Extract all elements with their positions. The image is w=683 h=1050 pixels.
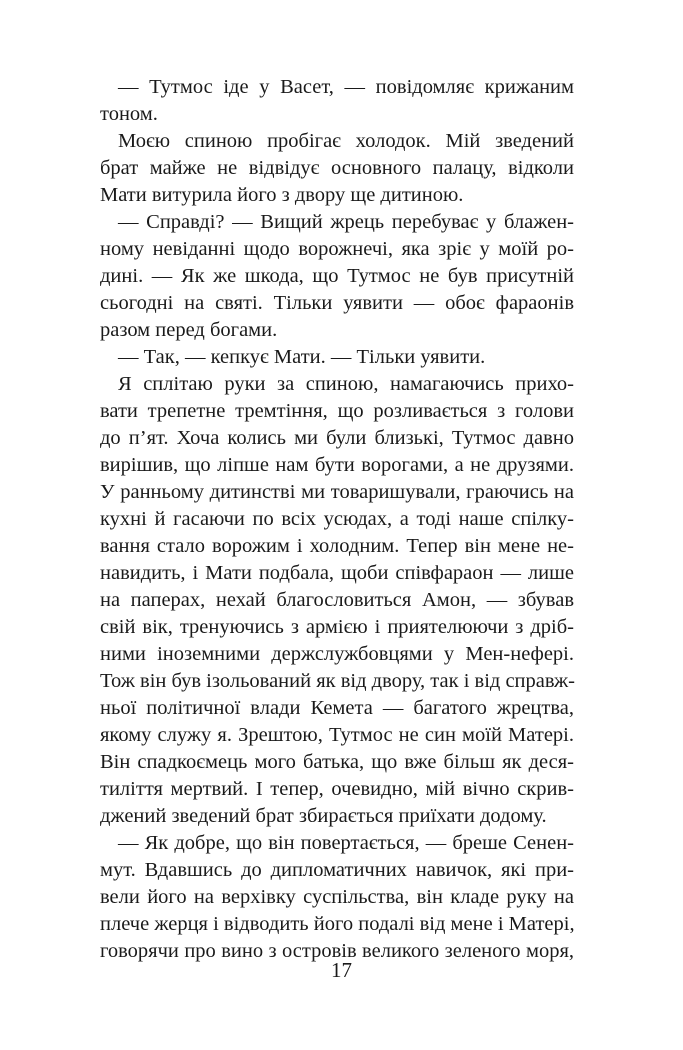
text-line: ньої політичної влади Кемета — багатого жрецтва, (100, 697, 574, 719)
text-line: вання стало ворожим і холодним. Тепер він мене не- (100, 535, 574, 557)
text-line: джений зведений брат збирається приїхати додому. (100, 805, 547, 827)
text-line: Тож він був ізольований як від двору, так і від справж- (100, 670, 575, 692)
text-line: до п’ят. Хоча колись ми були близькі, Тутмос давно (100, 427, 574, 449)
text-line: вели його на верхівку суспільства, він кладе руку на (100, 886, 574, 908)
text-line: У ранньому дитинстві ми товаришували, граючись на (100, 481, 574, 503)
text-line: свій вік, тренуючись з армією і приятелюючи з дріб- (100, 616, 574, 638)
text-line: тиліття мертвий. І тепер, очевидно, мій вічно скрив- (100, 778, 574, 800)
text-line: — Так, — кепкує Мати. — Тільки уявити. (118, 346, 486, 368)
text-line: вирішив, що ліпше нам бути ворогами, а не друзями. (100, 454, 574, 476)
text-line: Він спадкоємець мого батька, що вже більш як деся- (100, 751, 574, 773)
text-line: Я сплітаю руки за спиною, намагаючись прихо- (118, 373, 574, 395)
text-line: говорячи про вино з островів великого зеленого моря, (100, 940, 574, 962)
body-text (100, 74, 574, 965)
text-line: брат майже не відвідує основного палацу, відколи (100, 157, 574, 179)
text-line: сьогодні на святі. Тільки уявити — обоє фараонів (100, 292, 574, 314)
text-line: плече жерця і відводить його подалі від мене і Матері, (100, 913, 575, 935)
text-line: Мати витурила його з двору ще дитиною. (100, 184, 464, 206)
text-line: якому служу я. Зрештою, Тутмос не син моїй Матері. (100, 724, 574, 746)
text-line: — Тутмос іде у Васет, — повідомляє крижаним (118, 76, 574, 98)
text-line: — Справді? — Вищий жрець перебуває у блажен- (118, 211, 574, 233)
text-line: дині. — Як же шкода, що Тутмос не був присутній (100, 265, 574, 287)
text-line: ному невіданні щодо ворожнечі, яка зріє у моїй ро- (100, 238, 574, 260)
text-line: мут. Вдавшись до дипломатичних навичок, які при- (100, 859, 574, 881)
text-line: на паперах, нехай благословиться Амон, — збував (100, 589, 574, 611)
text-line: Моєю спиною пробігає холодок. Мій зведений (118, 130, 574, 152)
text-line: разом перед богами. (100, 319, 278, 341)
page-number: 17 (331, 958, 352, 982)
text-line: навидить, і Мати подбала, щоби співфараон — лише (100, 562, 574, 584)
text-line: кухні й гасаючи по всіх усюдах, а тоді наше спілку- (100, 508, 574, 530)
text-line: тоном. (100, 103, 158, 125)
text-line: ними іноземними держслужбовцями у Мен-нефері. (100, 643, 574, 665)
text-line: вати трепетне тремтіння, що розливається з голови (100, 400, 574, 422)
text-line: — Як добре, що він повертається, — бреше Сенен- (118, 832, 574, 854)
